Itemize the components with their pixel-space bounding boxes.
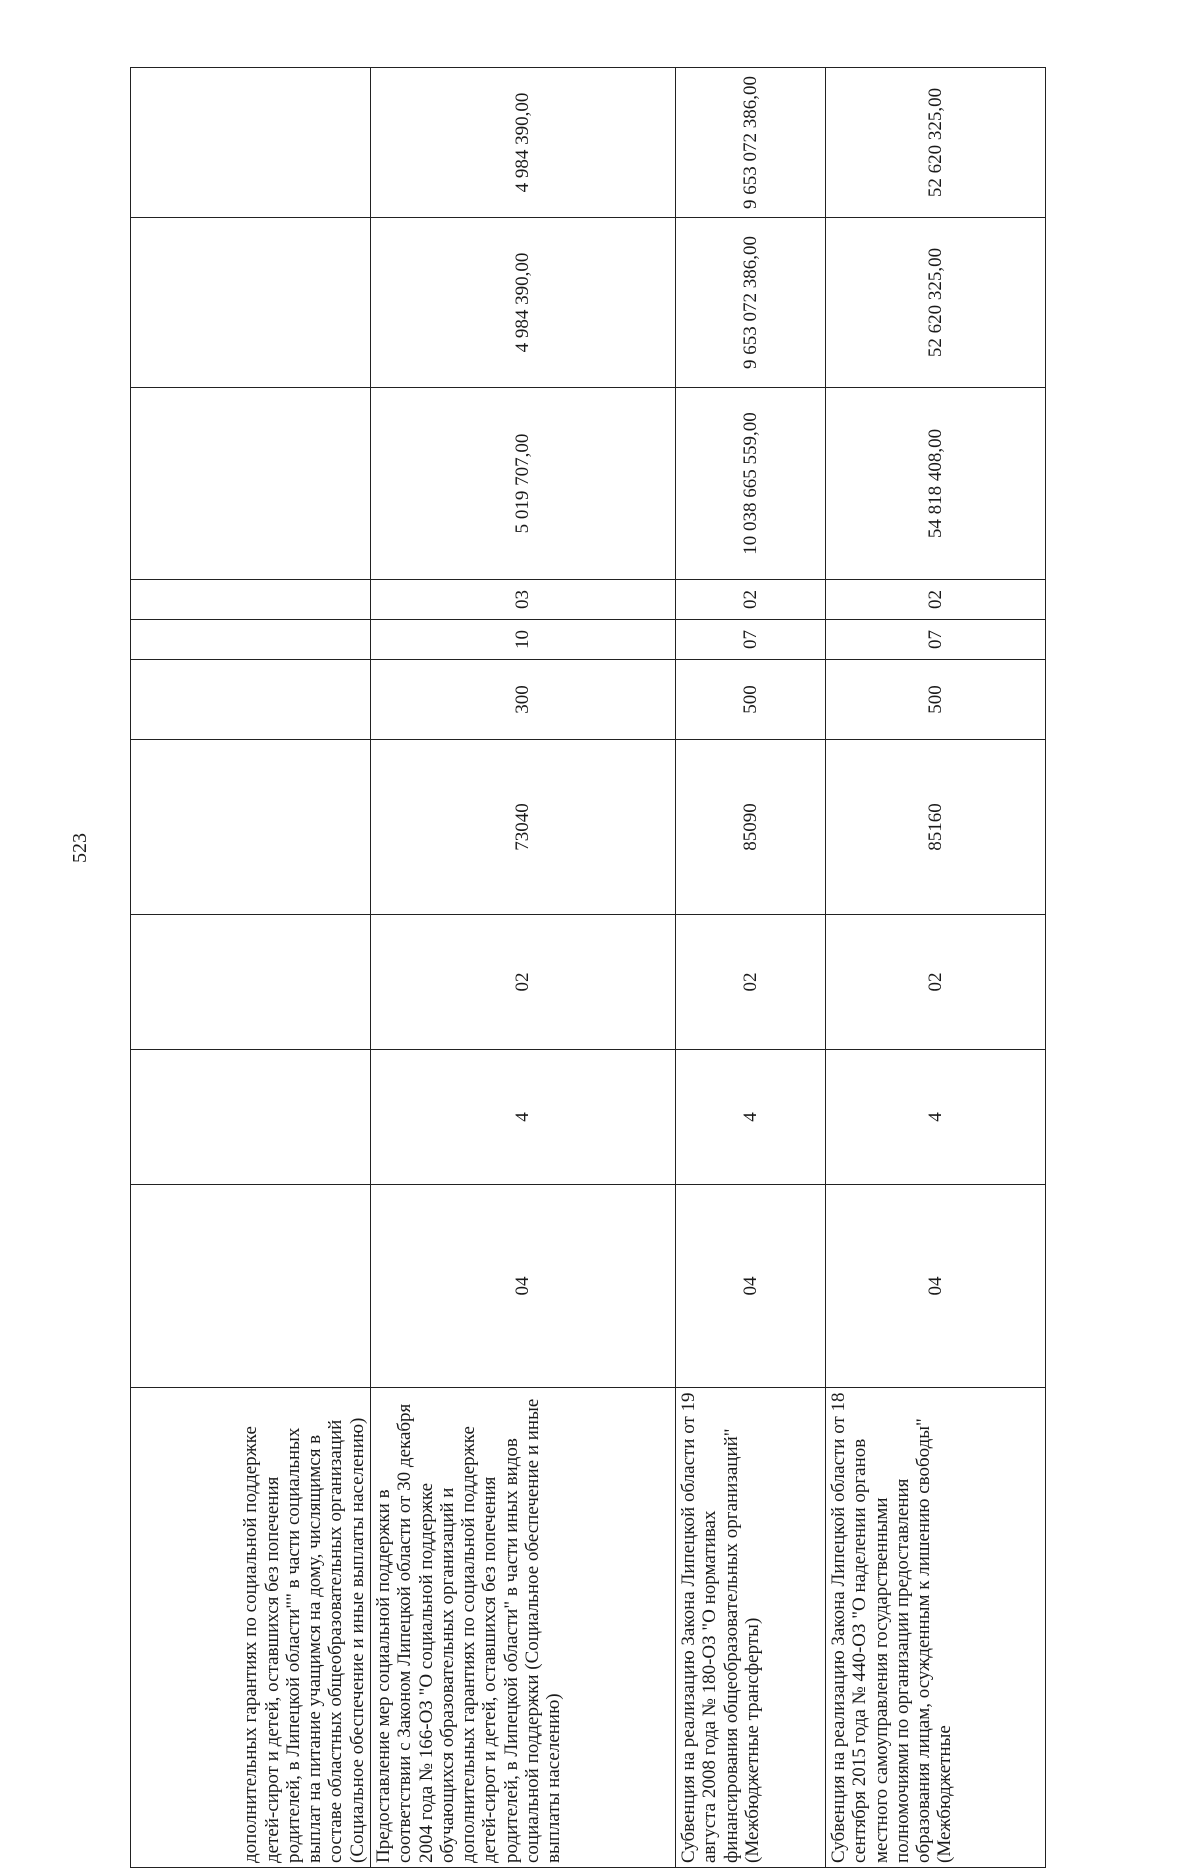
code-cell: 04: [826, 1185, 1046, 1388]
amount-cell: 52 620 325,00: [826, 68, 1046, 218]
code-cell: [131, 580, 371, 620]
code-cell: 02: [826, 580, 1046, 620]
code-cell: 4: [676, 1050, 826, 1185]
code-cell: 4: [371, 1050, 676, 1185]
code-cell: 500: [826, 660, 1046, 740]
page-number: 523: [69, 833, 91, 863]
code-cell: 02: [371, 915, 676, 1050]
row-description: Субвенция на реализацию Закона Липецкой области от 18 сентября 2015 года № 440-ОЗ "О наделении органов местного самоуправления государственными полномочиями по организации предоставления образования лицам, осужденным к лишению свободы" (Межбюджетные: [826, 1388, 1046, 1868]
table-row: [826, 68, 1046, 1868]
amount-cell: 9 653 072 386,00: [676, 218, 826, 388]
code-cell: [131, 740, 371, 915]
budget-table: [130, 67, 1046, 1868]
code-cell: 85160: [826, 740, 1046, 915]
code-cell: 04: [371, 1185, 676, 1388]
amount-cell: 54 818 408,00: [826, 388, 1046, 580]
amount-cell: [131, 68, 371, 218]
code-cell: 500: [676, 660, 826, 740]
code-cell: [131, 1050, 371, 1185]
code-cell: 4: [826, 1050, 1046, 1185]
code-cell: 300: [371, 660, 676, 740]
table-row: [371, 68, 676, 1868]
code-cell: 02: [826, 915, 1046, 1050]
amount-cell: 10 038 665 559,00: [676, 388, 826, 580]
code-cell: 02: [676, 915, 826, 1050]
code-cell: [131, 1185, 371, 1388]
row-description: Субвенция на реализацию Закона Липецкой области от 19 августа 2008 года № 180-ОЗ "О нормативах финансирования общеобразовательных организаций" (Межбюджетные трансферты): [676, 1388, 826, 1868]
code-cell: 07: [826, 620, 1046, 660]
amount-cell: 5 019 707,00: [371, 388, 676, 580]
table-row: [131, 68, 371, 1868]
code-cell: [131, 620, 371, 660]
code-cell: 04: [676, 1185, 826, 1388]
amount-cell: 9 653 072 386,00: [676, 68, 826, 218]
budget-table-rotated: [130, 68, 1045, 1868]
amount-cell: 4 984 390,00: [371, 218, 676, 388]
code-cell: 02: [676, 580, 826, 620]
code-cell: 85090: [676, 740, 826, 915]
amount-cell: [131, 218, 371, 388]
code-cell: 73040: [371, 740, 676, 915]
code-cell: 03: [371, 580, 676, 620]
amount-cell: [131, 388, 371, 580]
table-row: [676, 68, 826, 1868]
amount-cell: 4 984 390,00: [371, 68, 676, 218]
code-cell: 07: [676, 620, 826, 660]
amount-cell: 52 620 325,00: [826, 218, 1046, 388]
code-cell: [131, 915, 371, 1050]
code-cell: [131, 660, 371, 740]
row-description: Предоставление мер социальной поддержки в соответствии с Законом Липецкой области от 30 декабря 2004 года № 166-ОЗ "О социальной поддержке обучающихся образовательных организаций и дополнительных гарантиях по социальной поддержке детей-сирот и детей, оставшихся без попечения родителей, в Липецкой области" в части иных видов социальной поддержки (Социальное обеспечение и иные выплаты населению): [371, 1388, 676, 1868]
code-cell: 10: [371, 620, 676, 660]
row-description: дополнительных гарантиях по социальной поддержке детей-сирот и детей, оставшихся без попечения родителей, в Липецкой области"" в части социальных выплат на питание учащимся на дому, числящимся в составе областных общеобразовательных организаций (Социальное обеспечение и иные выплаты населению): [131, 1388, 371, 1868]
